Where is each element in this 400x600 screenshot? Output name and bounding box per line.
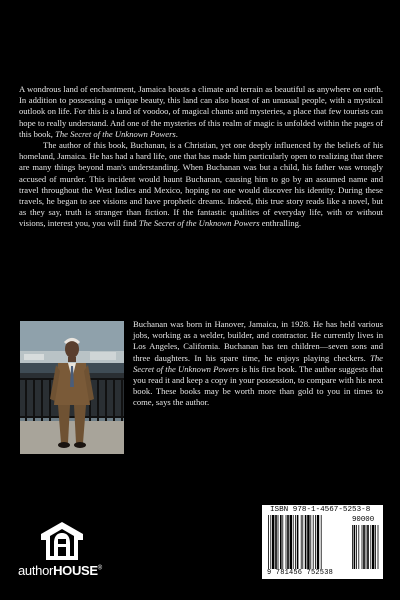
back-cover-blurb — [19, 84, 383, 230]
blurb-text: A wondrous land of enchantment, Jamaica boasts a climate and terrain as beautiful as anywhere on earth. In addition to possessing a unique beauty, this land can also boast of an unusual people, with a mystical outlook on life. For this is a land of voodoo, of magical chants and mysteries, a place that few tourists can hope to really understand. And one of the mysteries of this realm of magic is unfolded within the pages of this book, — [19, 84, 383, 139]
book-title: The Secret of the Unknown Powers — [55, 128, 176, 139]
bio-text: is his first book. The author suggests that you read it and keep a copy in your possession, to compare with his next book. These books may be worth more than gold to you in times to come, says the author. — [133, 363, 383, 408]
blurb-text: The author of this book, Buchanan, is a Christian, yet one deeply influenced by the beliefs of his homeland, Jamaica. He has had a hard life, one that has made him particularly open to realizing that there are many things beyond man's understanding. When Buchanan was but a child, his father was wrongly accused of murder. This incident would haunt Buchanan, causing him to go by an assumed name and travel throughout the West Indies and Mexico, hoping no one would discover his identity. During these travels, he began to see visions and have prophetic dreams. Indeed, this true story reads like a novel, but as they say, truth is stranger than fiction. If the fantastic qualities of everyday life, with or without visions, interest you, you will find — [19, 140, 383, 229]
price-code: 90000 — [352, 516, 375, 524]
author-bio — [133, 319, 383, 409]
author-photo — [20, 321, 124, 454]
ean-digits: 9 781456 752538 — [267, 569, 334, 577]
registered-mark: ® — [97, 565, 102, 572]
book-title: The Secret of the Unknown Powers — [138, 218, 260, 229]
blurb-paragraph-1 — [19, 84, 383, 140]
publisher-logo — [18, 521, 118, 581]
authorhouse-logo-icon — [40, 521, 84, 561]
blurb-paragraph-2 — [19, 140, 383, 230]
isbn-label: ISBN 978-1-4567-5253-8 — [270, 506, 371, 514]
publisher-name: author — [18, 563, 54, 578]
book-title: The Secret of the Unknown Powers — [133, 352, 383, 374]
ean-barcode — [262, 505, 383, 579]
blurb-text: . — [175, 128, 178, 139]
publisher-name-suffix: HOUSE — [53, 563, 98, 578]
blurb-text: enthralling. — [259, 218, 302, 229]
bio-text: Buchanan was born in Hanover, Jamaica, in 1928. He has held various jobs, working as a welder, builder, and contractor. He currently lives in Los Angeles, California. Buchanan has ten children—seven sons and three daughters. In his spare time, he enjoys playing checkers. — [133, 319, 383, 363]
publisher-wordmark — [18, 563, 102, 578]
isbn-barcode — [262, 505, 383, 579]
